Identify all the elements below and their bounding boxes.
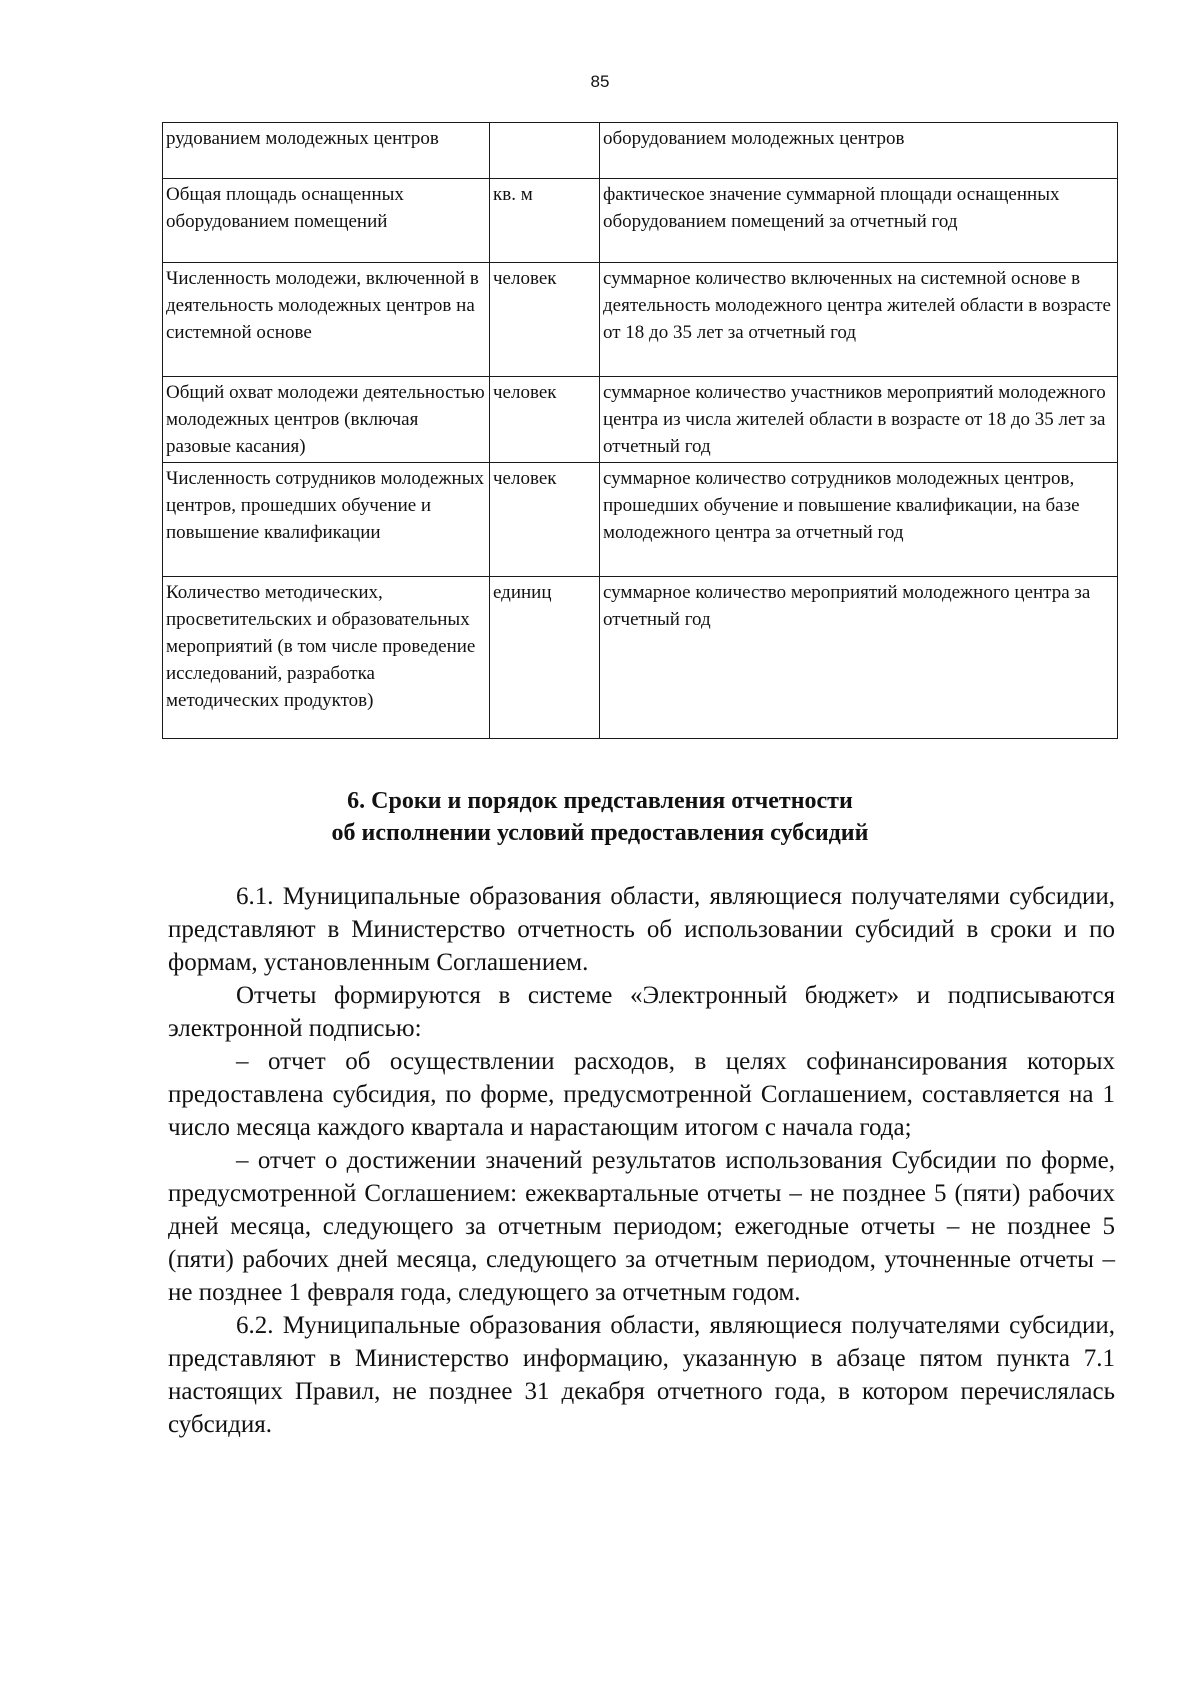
paragraph-results-report: – отчет о достижении значений результатов использования Субсидии по форме, предусмотренной Соглашением: ежеквартальные отчеты – не позднее 5 (пяти) рабочих дней месяца, следующего за отчетным периодом; ежегодные отчеты – не позднее 5 (пяти) рабочих дней месяца, следующего за отчетным периодом, уточненные отчеты – не позднее 1 февраля года, следующего за отчетным годом. — [168, 1147, 1115, 1306]
unit-cell: человек — [490, 463, 600, 577]
indicator-name-cell: Общий охват молодежи деятельностью молодежных центров (включая разовые касания) — [163, 377, 490, 463]
indicator-name-cell: Количество методических, просветительских и образовательных мероприятий (в том числе проведение исследований, разработка методических продуктов) — [163, 577, 490, 739]
paragraph-6-1: 6.1. Муниципальные образования области, являющиеся получателями субсидии, представляют в Министерство отчетность об использовании субсидий в сроки и по формам, установленным Соглашением. — [168, 883, 1115, 976]
table-row — [163, 463, 1118, 577]
method-cell: суммарное количество включенных на системной основе в деятельность молодежного центра жителей области в возрасте от 18 до 35 лет за отчетный год — [600, 263, 1118, 377]
table-row — [163, 377, 1118, 463]
table-row — [163, 123, 1118, 179]
section-title — [0, 785, 1200, 849]
table-row — [163, 577, 1118, 739]
page-number: 85 — [590, 72, 610, 91]
paragraph-reports-intro: Отчеты формируются в системе «Электронный бюджет» и подписываются электронной подписью: — [168, 982, 1115, 1042]
method-cell: суммарное количество сотрудников молодежных центров, прошедших обучение и повышение квалификации, на базе молодежного центра за отчетный год — [600, 463, 1118, 577]
paragraph-6-2: 6.2. Муниципальные образования области, являющиеся получателями субсидии, представляют в Министерство информацию, указанную в абзаце пятом пункта 7.1 настоящих Правил, не позднее 31 декабря отчетного года, в котором перечислялась субсидия. — [168, 1312, 1115, 1438]
paragraph-expense-report: – отчет об осуществлении расходов, в целях софинансирования которых предоставлена субсидия, по форме, предусмотренной Соглашением, составляется на 1 число месяца каждого квартала и нарастающим итогом с начала года; — [168, 1048, 1115, 1141]
unit-cell: человек — [490, 263, 600, 377]
method-cell: фактическое значение суммарной площади оснащенных оборудованием помещений за отчетный год — [600, 179, 1118, 263]
unit-cell: кв. м — [490, 179, 600, 263]
method-cell: суммарное количество мероприятий молодежного центра за отчетный год — [600, 577, 1118, 739]
indicators-table — [162, 122, 1118, 739]
section-title-line-1: 6. Сроки и порядок представления отчетности — [347, 788, 853, 814]
method-cell: оборудованием молодежных центров — [600, 123, 1118, 179]
table-row — [163, 263, 1118, 377]
table-row — [163, 179, 1118, 263]
unit-cell: единиц — [490, 577, 600, 739]
indicator-name-cell: Численность молодежи, включенной в деятельность молодежных центров на системной основе — [163, 263, 490, 377]
indicator-name-cell: Численность сотрудников молодежных центров, прошедших обучение и повышение квалификации — [163, 463, 490, 577]
indicator-name-cell: Общая площадь оснащенных оборудованием помещений — [163, 179, 490, 263]
unit-cell — [490, 123, 600, 179]
body-text — [168, 880, 1115, 1441]
indicator-name-cell: рудованием молодежных центров — [163, 123, 490, 179]
method-cell: суммарное количество участников мероприятий молодежного центра из числа жителей области в возрасте от 18 до 35 лет за отчетный год — [600, 377, 1118, 463]
unit-cell: человек — [490, 377, 600, 463]
section-title-line-2: об исполнении условий предоставления субсидий — [331, 820, 869, 846]
